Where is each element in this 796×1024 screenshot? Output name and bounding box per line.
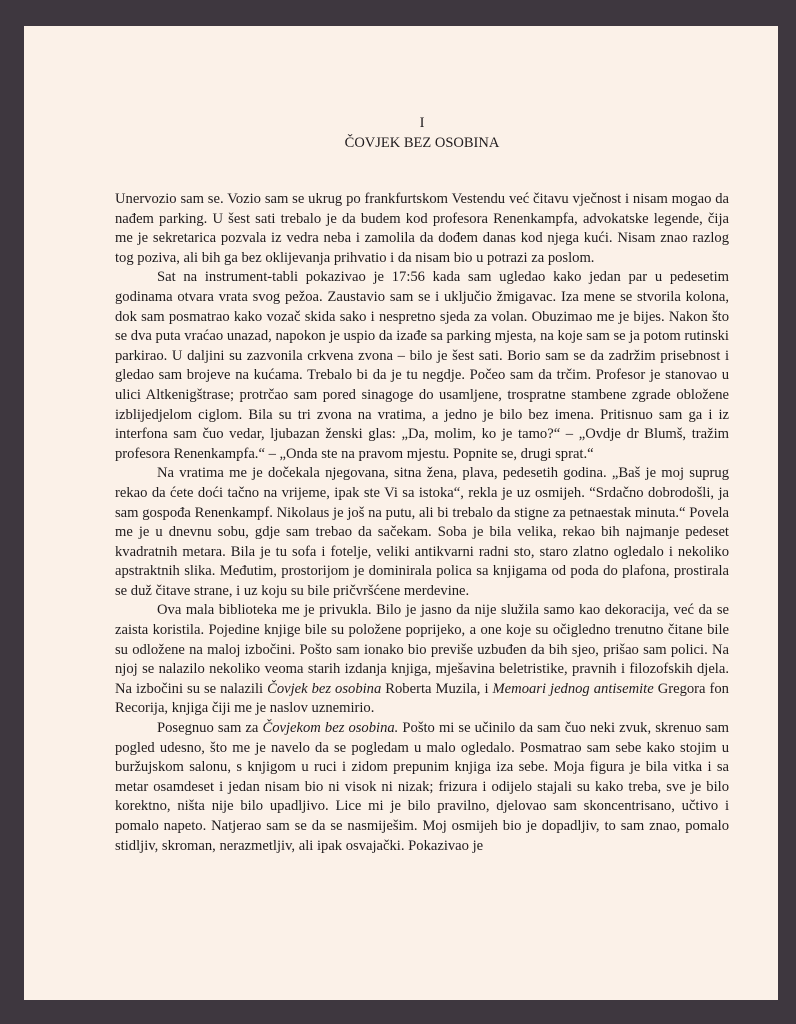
italic-title-text: Čovjekom bez osobina.	[262, 720, 399, 737]
paragraph-text: Unervozio sam se. Vozio sam se ukrug po frankfurtskom Vestendu već čitavu vječnost i nisam mogao da nađem parking. U šest sati trebalo je da budem kod profesora Renenkampfa, advokatske legende, čija me je sekretarica pozvala iz vedra neba i zamolila da dođem danas kod njega kući. Nisam znao razlog tog poziva, ali bih ga bez oklijevanja prihvatio i da nisam bio u potrazi za poslom.	[115, 191, 729, 266]
paragraph-text: Gregora fon Recorija, knjiga čiji me je naslov uznemirio.	[115, 680, 729, 717]
paragraph-text: Sat na instrument-tabli pokazivao je 17:56 kada sam ugledao kako jedan par u pedesetim godinama otvara vrata svog pežoa. Zaustavio sam se i uključio žmigavac. Iza mene se stvorila kolona, dok sam posmatrao kako vozač skida sako i nespretno sjeda za volan. Obuzimao me je bijes. Nakon što se dva puta vraćao unazad, napokon je uspio da izađe sa parking mjesta, na koje sam se ja potom rutinski parkirao. U daljini su zazvonila crkvena zvona – bilo je šest sati. Borio sam se da zadržim prisebnost i gledao sam brojeve na kućama. Trebalo bi da je tu negdje. Počeo sam da trčim. Profesor je stanovao u ulici Altkenigštrase; protrčao sam pored sinagoge do usamljene, trospratne stambene zgrade obložene izblijedjelom ciglom. Bila su tri zvona na vratima, a jedno je bilo bez imena. Pritisnuo sam ga i iz interfona sam čuo vedar, ljubazan ženski glas: „Da, molim, ko je tamo?“ – „Ovdje dr Blumš, tražim profesora Renenkampfa.“ – „Onda ste na pravom mjestu. Popnite se, drugi sprat.“	[115, 269, 729, 462]
document-page	[24, 26, 778, 1000]
paragraph-text: Na vratima me je dočekala njegovana, sitna žena, plava, pedesetih godina. „Baš je moj suprug rekao da ćete doći tačno na vrijeme, ipak ste Vi sa istoka“, rekla je uz osmijeh. “Srdačno dobrodošli, ja sam gospođa Renenkampf. Nikolaus je još na putu, ali bi trebalo da stigne za petnaestak minuta.“ Povela me je u dnevnu sobu, gdje sam trebao da sačekam. Soba je bila velika, rekao bih najmanje pedeset kvadratnih metara. Bila je tu sofa i fotelje, veliki antikvarni radni sto, staro zlatno ogledalo i nekoliko apstraktnih slika. Međutim, prostorijom je dominirala polica sa knjigama od poda do plafona, prostirala se duž čitave strane, i uz koju su bile pričvršćene merdevine.	[115, 465, 729, 599]
paragraph	[115, 464, 729, 601]
body-text	[115, 190, 729, 856]
paragraph	[115, 719, 729, 856]
paragraph-text: Roberta Muzila, i	[381, 680, 493, 697]
chapter-title: ČOVJEK BEZ OSOBINA	[344, 135, 500, 151]
paragraph	[115, 601, 729, 719]
italic-title-text: Memoari jednog antisemite	[492, 680, 654, 697]
paragraph-text: Pošto mi se učinilo da sam čuo neki zvuk, skrenuo sam pogled udesno, što me je navelo da se pogledam u malo ogledalo. Posmatrao sam sebe kako stojim u buržujskom salonu, s knjigom u ruci i zidom prepunim knjiga iza sebe. Moja figura je bila vitka i sa metar osamdeset i jedan nisam bio ni visok ni nizak; frizura i odijelo stajali su kako treba, sve je bilo korektno, ništa nije bilo upadljivo. Lice mi je bilo pravilno, djelovao sam skoncentrisano, učtivo i pomalo napeto. Natjerao sam se da se nasmiješim. Moj osmijeh bio je dopadljiv, to sam znao, pomalo stidljiv, skroman, nerazmetljiv, ali ipak osvajački. Pokazivao je	[115, 720, 729, 854]
paragraph	[115, 268, 729, 464]
italic-title-text: Čovjek bez osobina	[267, 680, 382, 697]
paragraph-text: Ova mala biblioteka me je privukla. Bilo je jasno da nije služila samo kao dekoracija, već da se zaista koristila. Pojedine knjige bile su položene poprijeko, a one koje su očigledno trenutno čitane bile su odložene na maloj izbočini. Pošto sam ionako bio previše uzbuđen da bih sjeo, prišao sam polici. Na njoj se nalazilo nekoliko veoma starih izdanja knjiga, mješavina beletristike, pravnih i filozofskih djela. Na izbočini su se nalazili	[115, 602, 729, 697]
paragraph-text: Posegnuo sam za	[157, 720, 263, 737]
paragraph	[115, 190, 729, 268]
chapter-number: I	[419, 115, 425, 131]
